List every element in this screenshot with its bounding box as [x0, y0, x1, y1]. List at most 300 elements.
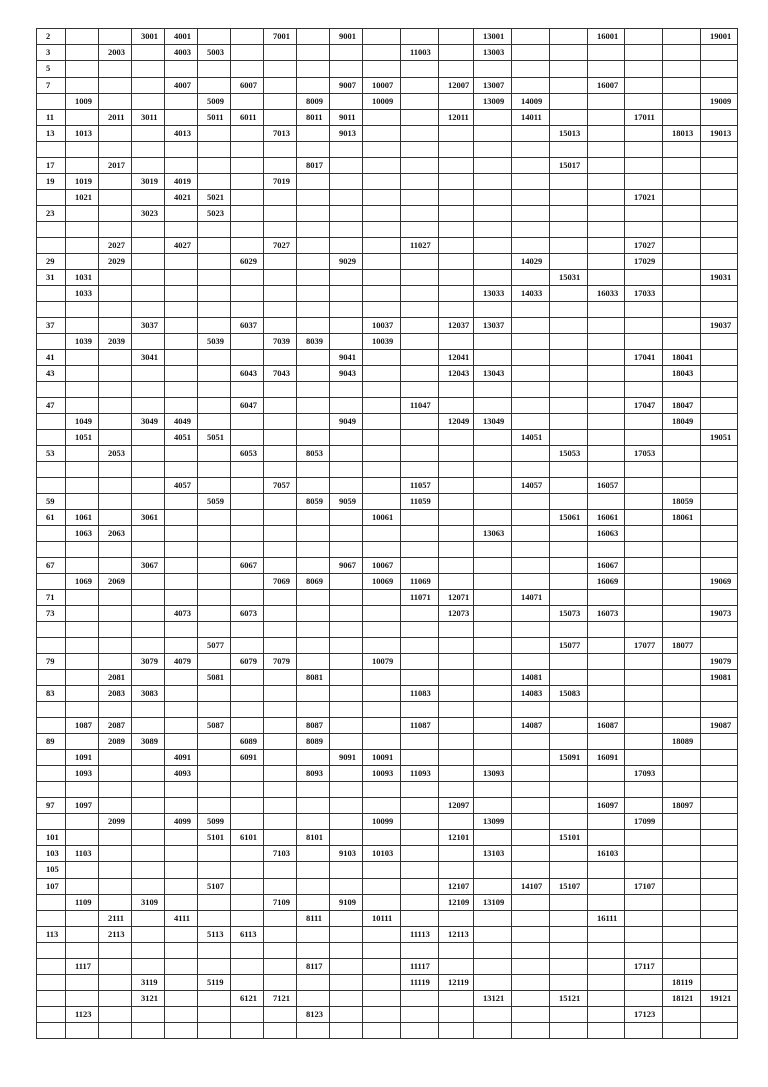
table-cell	[37, 622, 66, 637]
table-cell	[550, 253, 588, 269]
table-cell	[474, 670, 512, 686]
table-cell: 19051	[701, 430, 738, 446]
table-cell	[512, 237, 550, 253]
table-cell	[474, 61, 512, 77]
table-cell	[165, 253, 198, 269]
table-cell	[297, 190, 330, 206]
table-cell	[401, 77, 439, 93]
table-cell	[165, 1023, 198, 1038]
table-cell	[701, 477, 738, 493]
table-cell	[165, 927, 198, 943]
table-cell	[474, 878, 512, 894]
table-cell: 6037	[231, 317, 264, 333]
table-cell	[330, 286, 363, 302]
table-cell: 5077	[198, 637, 231, 653]
table-cell: 11003	[401, 45, 439, 61]
table-cell	[37, 413, 66, 429]
table-cell	[165, 382, 198, 397]
table-cell	[512, 29, 550, 45]
table-cell	[66, 493, 99, 509]
table-cell	[264, 61, 297, 77]
table-cell	[663, 750, 701, 766]
table-cell	[401, 270, 439, 286]
table-cell	[99, 77, 132, 93]
table-cell	[264, 350, 297, 366]
table-cell	[439, 526, 474, 542]
table-cell	[132, 190, 165, 206]
table-cell	[474, 943, 512, 958]
table-cell	[37, 717, 66, 733]
table-cell	[132, 382, 165, 397]
table-cell	[330, 206, 363, 222]
table-cell	[625, 1023, 663, 1038]
table-cell	[37, 766, 66, 782]
table-cell	[363, 670, 401, 686]
table-cell	[401, 462, 439, 477]
table-cell	[330, 510, 363, 526]
table-cell	[401, 782, 439, 797]
table-cell	[439, 702, 474, 717]
table-cell: 7043	[264, 366, 297, 382]
table-cell	[99, 637, 132, 653]
table-cell	[198, 173, 231, 189]
table-cell	[37, 974, 66, 990]
table-cell: 14029	[512, 253, 550, 269]
table-cell	[401, 286, 439, 302]
table-cell	[99, 173, 132, 189]
table-cell	[99, 317, 132, 333]
table-cell	[297, 253, 330, 269]
table-cell: 16007	[588, 77, 625, 93]
table-cell	[663, 93, 701, 109]
table-cell: 9103	[330, 846, 363, 862]
table-cell	[99, 222, 132, 237]
table-cell	[363, 1023, 401, 1038]
table-cell	[363, 830, 401, 846]
table-cell	[231, 190, 264, 206]
table-row	[37, 750, 738, 766]
table-cell	[66, 606, 99, 622]
table-cell: 1063	[66, 526, 99, 542]
table-cell	[550, 413, 588, 429]
table-row	[37, 142, 738, 157]
table-cell	[198, 573, 231, 589]
table-cell	[231, 510, 264, 526]
table-cell	[132, 782, 165, 797]
table-cell: 2069	[99, 573, 132, 589]
table-cell	[99, 302, 132, 317]
table-cell	[297, 477, 330, 493]
table-cell	[99, 846, 132, 862]
table-cell	[264, 1007, 297, 1023]
table-cell	[550, 1023, 588, 1038]
table-cell	[474, 733, 512, 749]
table-cell	[474, 557, 512, 573]
table-cell	[663, 958, 701, 974]
table-cell	[401, 333, 439, 349]
table-cell	[512, 302, 550, 317]
table-row	[37, 413, 738, 429]
table-cell	[625, 526, 663, 542]
table-cell	[330, 61, 363, 77]
table-cell	[701, 446, 738, 462]
table-cell	[550, 77, 588, 93]
table-cell	[588, 894, 625, 910]
table-cell	[588, 637, 625, 653]
table-cell	[701, 510, 738, 526]
table-cell	[99, 782, 132, 797]
table-cell	[439, 29, 474, 45]
table-cell	[625, 606, 663, 622]
table-cell	[66, 477, 99, 493]
table-cell	[66, 542, 99, 557]
table-cell: 3049	[132, 413, 165, 429]
table-cell: 5051	[198, 430, 231, 446]
table-cell	[264, 557, 297, 573]
table-cell	[264, 782, 297, 797]
table-cell	[231, 126, 264, 142]
table-cell	[512, 157, 550, 173]
table-cell	[663, 911, 701, 927]
table-cell	[701, 911, 738, 927]
table-cell	[132, 797, 165, 813]
table-cell	[401, 142, 439, 157]
table-cell	[330, 333, 363, 349]
table-cell: 13063	[474, 526, 512, 542]
table-cell	[99, 590, 132, 606]
table-cell	[264, 77, 297, 93]
table-cell	[198, 510, 231, 526]
table-cell	[401, 670, 439, 686]
table-cell: 83	[37, 686, 66, 702]
table-cell	[439, 557, 474, 573]
table-cell: 18077	[663, 637, 701, 653]
table-cell: 15107	[550, 878, 588, 894]
table-cell	[99, 61, 132, 77]
table-cell	[550, 943, 588, 958]
table-cell	[512, 317, 550, 333]
table-cell	[663, 157, 701, 173]
table-cell	[330, 813, 363, 829]
table-cell	[550, 317, 588, 333]
table-cell	[165, 462, 198, 477]
table-cell	[297, 317, 330, 333]
table-cell	[439, 1007, 474, 1023]
table-cell	[439, 430, 474, 446]
table-cell	[198, 286, 231, 302]
table-cell: 13103	[474, 846, 512, 862]
table-row	[37, 653, 738, 669]
table-cell	[264, 670, 297, 686]
table-row	[37, 1007, 738, 1023]
table-cell	[439, 782, 474, 797]
table-cell	[165, 493, 198, 509]
table-cell: 12007	[439, 77, 474, 93]
table-cell: 8039	[297, 333, 330, 349]
table-cell	[37, 573, 66, 589]
table-cell: 11	[37, 110, 66, 126]
table-cell	[439, 206, 474, 222]
table-cell	[297, 206, 330, 222]
table-cell	[99, 878, 132, 894]
table-cell	[474, 782, 512, 797]
table-cell: 16057	[588, 477, 625, 493]
table-cell	[132, 222, 165, 237]
table-cell	[512, 61, 550, 77]
table-cell: 14051	[512, 430, 550, 446]
table-cell	[363, 590, 401, 606]
table-cell	[474, 750, 512, 766]
table-cell	[701, 702, 738, 717]
table-cell	[401, 702, 439, 717]
table-cell	[625, 991, 663, 1007]
table-cell	[198, 397, 231, 413]
table-cell	[99, 542, 132, 557]
table-cell	[588, 93, 625, 109]
table-cell: 17117	[625, 958, 663, 974]
table-row	[37, 190, 738, 206]
table-cell	[363, 958, 401, 974]
table-cell	[330, 606, 363, 622]
table-cell	[512, 702, 550, 717]
table-cell	[330, 590, 363, 606]
table-cell	[198, 622, 231, 637]
table-cell: 67	[37, 557, 66, 573]
table-cell	[66, 29, 99, 45]
table-cell	[132, 830, 165, 846]
table-cell	[297, 557, 330, 573]
table-cell	[66, 366, 99, 382]
table-cell	[625, 333, 663, 349]
table-cell	[701, 382, 738, 397]
table-row	[37, 830, 738, 846]
table-cell: 2039	[99, 333, 132, 349]
table-cell	[512, 333, 550, 349]
table-cell: 5023	[198, 206, 231, 222]
table-cell	[198, 862, 231, 878]
table-cell	[474, 911, 512, 927]
table-cell: 4001	[165, 29, 198, 45]
table-cell	[231, 670, 264, 686]
table-cell	[474, 237, 512, 253]
table-cell	[588, 1007, 625, 1023]
table-cell: 12107	[439, 878, 474, 894]
table-cell	[663, 653, 701, 669]
table-cell	[663, 686, 701, 702]
table-cell	[198, 157, 231, 173]
table-cell	[66, 222, 99, 237]
table-cell	[231, 637, 264, 653]
table-cell	[588, 991, 625, 1007]
table-cell: 1103	[66, 846, 99, 862]
table-cell: 12113	[439, 927, 474, 943]
table-cell	[625, 862, 663, 878]
table-cell	[165, 943, 198, 958]
table-cell	[401, 29, 439, 45]
table-cell	[297, 782, 330, 797]
table-cell	[363, 446, 401, 462]
table-cell	[231, 413, 264, 429]
table-cell: 18121	[663, 991, 701, 1007]
table-cell	[66, 382, 99, 397]
table-cell: 13033	[474, 286, 512, 302]
table-cell: 17093	[625, 766, 663, 782]
table-cell	[198, 702, 231, 717]
table-cell: 16069	[588, 573, 625, 589]
table-cell	[99, 93, 132, 109]
table-cell	[37, 702, 66, 717]
table-cell	[439, 45, 474, 61]
table-cell	[330, 622, 363, 637]
table-cell	[231, 797, 264, 813]
table-cell: 19001	[701, 29, 738, 45]
table-cell	[264, 622, 297, 637]
table-cell	[588, 430, 625, 446]
table-cell: 17027	[625, 237, 663, 253]
table-cell	[512, 991, 550, 1007]
table-cell	[512, 413, 550, 429]
table-cell	[474, 542, 512, 557]
table-cell	[264, 286, 297, 302]
table-cell	[512, 927, 550, 943]
table-cell	[439, 911, 474, 927]
table-cell: 103	[37, 846, 66, 862]
table-cell	[330, 270, 363, 286]
table-cell: 107	[37, 878, 66, 894]
table-cell	[550, 173, 588, 189]
table-cell	[66, 830, 99, 846]
table-cell	[99, 477, 132, 493]
table-cell: 10037	[363, 317, 401, 333]
table-cell	[625, 157, 663, 173]
table-cell	[550, 782, 588, 797]
table-cell	[550, 526, 588, 542]
table-cell	[132, 237, 165, 253]
table-cell	[198, 733, 231, 749]
table-cell	[625, 797, 663, 813]
table-cell	[99, 493, 132, 509]
table-cell	[297, 430, 330, 446]
table-cell	[99, 750, 132, 766]
table-cell: 7079	[264, 653, 297, 669]
table-cell	[363, 797, 401, 813]
table-cell	[550, 462, 588, 477]
table-cell	[588, 222, 625, 237]
table-cell	[330, 45, 363, 61]
table-cell	[625, 477, 663, 493]
table-row	[37, 286, 738, 302]
table-cell: 11071	[401, 590, 439, 606]
table-cell	[401, 653, 439, 669]
table-cell	[701, 622, 738, 637]
table-cell	[231, 974, 264, 990]
table-cell	[512, 958, 550, 974]
table-cell	[231, 782, 264, 797]
table-cell: 15017	[550, 157, 588, 173]
table-cell: 3041	[132, 350, 165, 366]
table-cell	[401, 750, 439, 766]
table-cell	[198, 253, 231, 269]
table-cell	[588, 413, 625, 429]
table-cell	[132, 366, 165, 382]
table-cell: 12109	[439, 894, 474, 910]
table-cell	[165, 302, 198, 317]
table-cell	[588, 974, 625, 990]
table-cell	[165, 270, 198, 286]
table-cell	[165, 830, 198, 846]
table-cell	[663, 557, 701, 573]
table-cell	[663, 286, 701, 302]
table-cell	[198, 1007, 231, 1023]
table-cell: 16001	[588, 29, 625, 45]
table-cell	[512, 943, 550, 958]
table-cell	[264, 590, 297, 606]
table-cell	[132, 270, 165, 286]
table-cell	[701, 862, 738, 878]
table-cell	[165, 782, 198, 797]
table-cell	[231, 333, 264, 349]
table-cell	[66, 206, 99, 222]
table-cell	[588, 1023, 625, 1038]
table-cell	[99, 270, 132, 286]
table-cell: 17033	[625, 286, 663, 302]
table-cell	[588, 542, 625, 557]
table-cell: 8123	[297, 1007, 330, 1023]
table-cell	[231, 622, 264, 637]
table-cell	[512, 173, 550, 189]
table-cell	[512, 142, 550, 157]
table-cell: 14087	[512, 717, 550, 733]
table-cell	[701, 894, 738, 910]
table-cell: 3067	[132, 557, 165, 573]
table-cell: 16087	[588, 717, 625, 733]
table-cell	[264, 526, 297, 542]
table-cell	[198, 991, 231, 1007]
table-cell: 18047	[663, 397, 701, 413]
table-cell	[132, 590, 165, 606]
table-cell	[198, 766, 231, 782]
table-cell	[363, 222, 401, 237]
table-cell	[231, 286, 264, 302]
table-cell: 59	[37, 493, 66, 509]
table-cell	[198, 653, 231, 669]
table-cell	[297, 45, 330, 61]
table-cell	[99, 830, 132, 846]
table-cell: 13043	[474, 366, 512, 382]
table-cell	[264, 911, 297, 927]
table-row	[37, 222, 738, 237]
table-cell	[588, 302, 625, 317]
table-cell	[330, 958, 363, 974]
table-cell	[231, 542, 264, 557]
table-cell	[363, 366, 401, 382]
table-cell	[231, 1007, 264, 1023]
table-cell	[512, 462, 550, 477]
table-cell	[588, 686, 625, 702]
table-row	[37, 894, 738, 910]
table-cell	[99, 430, 132, 446]
table-cell	[99, 462, 132, 477]
table-row	[37, 813, 738, 829]
table-cell	[297, 77, 330, 93]
table-row	[37, 637, 738, 653]
table-cell	[474, 302, 512, 317]
table-cell	[550, 110, 588, 126]
table-cell	[165, 542, 198, 557]
table-cell	[625, 77, 663, 93]
table-cell	[439, 446, 474, 462]
table-cell	[231, 878, 264, 894]
